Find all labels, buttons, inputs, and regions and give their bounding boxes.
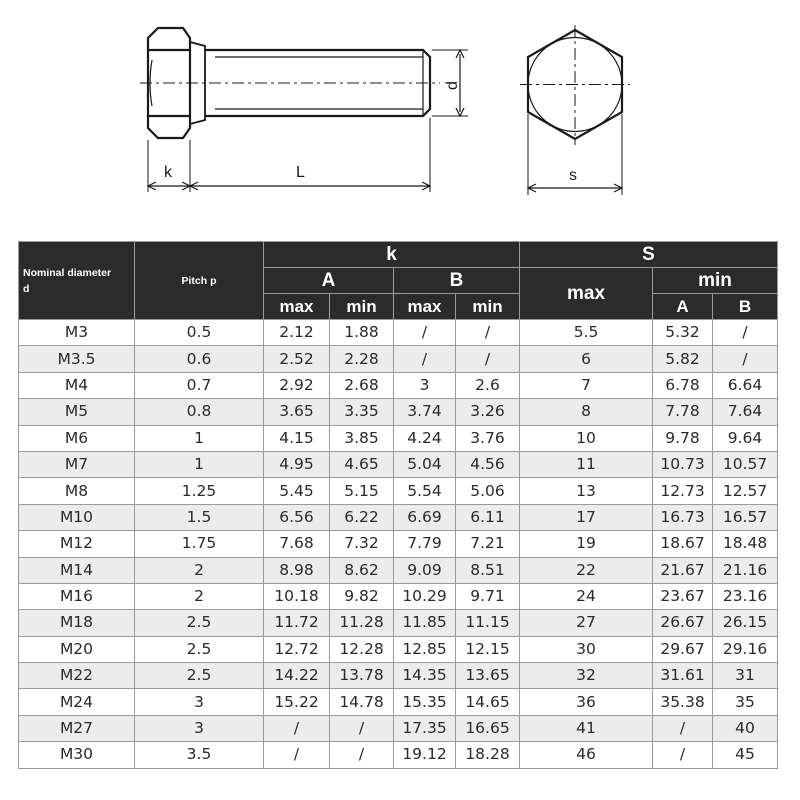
table-cell: 2.12 [264, 320, 330, 346]
s-min-a-header: A [653, 294, 713, 320]
table-cell: M30 [19, 742, 135, 768]
k-grade-b-header: B [394, 268, 520, 294]
table-row [19, 346, 778, 372]
table-cell: M16 [19, 583, 135, 609]
table-cell: 7.79 [394, 531, 456, 557]
table-cell: 2.28 [330, 346, 394, 372]
k-header: k [264, 242, 520, 268]
table-cell: / [653, 715, 713, 741]
table-cell: 21.16 [713, 557, 778, 583]
table-cell: 1 [135, 451, 264, 477]
table-cell: 7 [520, 372, 653, 398]
table-cell: 26.15 [713, 610, 778, 636]
table-cell: / [456, 320, 520, 346]
table-cell: 1.25 [135, 478, 264, 504]
table-cell: 2 [135, 557, 264, 583]
table-cell: M22 [19, 663, 135, 689]
table-cell: M18 [19, 610, 135, 636]
table-cell: 31 [713, 663, 778, 689]
table-cell: 36 [520, 689, 653, 715]
table-cell: 3.35 [330, 399, 394, 425]
table-cell: 4.65 [330, 451, 394, 477]
table-cell: 32 [520, 663, 653, 689]
table-cell: 12.15 [456, 636, 520, 662]
table-cell: / [330, 742, 394, 768]
table-cell: 5.5 [520, 320, 653, 346]
table-cell: 5.15 [330, 478, 394, 504]
table-cell: 7.78 [653, 399, 713, 425]
table-cell: 5.06 [456, 478, 520, 504]
table-cell: 5.32 [653, 320, 713, 346]
table-cell: 16.73 [653, 504, 713, 530]
table-cell: 11 [520, 451, 653, 477]
table-cell: 9.71 [456, 583, 520, 609]
table-cell: 27 [520, 610, 653, 636]
table-cell: M24 [19, 689, 135, 715]
table-row [19, 320, 778, 346]
table-cell: M14 [19, 557, 135, 583]
table-cell: 18.67 [653, 531, 713, 557]
table-cell: 1.88 [330, 320, 394, 346]
table-row [19, 663, 778, 689]
table-cell: 7.68 [264, 531, 330, 557]
table-cell: 13.65 [456, 663, 520, 689]
table-cell: 19.12 [394, 742, 456, 768]
table-cell: M4 [19, 372, 135, 398]
s-max-header: max [520, 268, 653, 320]
table-cell: 3.85 [330, 425, 394, 451]
table-cell: 7.64 [713, 399, 778, 425]
k-dimension-label: k [164, 164, 172, 181]
table-cell: 15.22 [264, 689, 330, 715]
table-cell: 5.54 [394, 478, 456, 504]
table-row [19, 557, 778, 583]
table-cell: 0.7 [135, 372, 264, 398]
table-cell: 2.5 [135, 636, 264, 662]
table-cell: 16.57 [713, 504, 778, 530]
table-cell: 5.82 [653, 346, 713, 372]
table-cell: 7.32 [330, 531, 394, 557]
table-cell: 11.15 [456, 610, 520, 636]
table-row [19, 610, 778, 636]
table-cell: 10.73 [653, 451, 713, 477]
table-cell: 3 [135, 689, 264, 715]
table-cell: 0.8 [135, 399, 264, 425]
table-cell: 12.72 [264, 636, 330, 662]
s-header: S [520, 242, 778, 268]
table-cell: 12.57 [713, 478, 778, 504]
table-cell: 4.56 [456, 451, 520, 477]
table-cell: M3.5 [19, 346, 135, 372]
table-cell: M10 [19, 504, 135, 530]
table-cell: 13 [520, 478, 653, 504]
table-cell: / [264, 715, 330, 741]
table-cell: 15.35 [394, 689, 456, 715]
table-cell: 6.69 [394, 504, 456, 530]
bolt-dimension-table [18, 241, 778, 769]
table-cell: 6.22 [330, 504, 394, 530]
table-cell: M5 [19, 399, 135, 425]
table-row [19, 742, 778, 768]
table-cell: 5.45 [264, 478, 330, 504]
table-cell: 22 [520, 557, 653, 583]
table-cell: 16.65 [456, 715, 520, 741]
table-cell: 3 [135, 715, 264, 741]
table-row [19, 425, 778, 451]
table-cell: 41 [520, 715, 653, 741]
nominal-diameter-header: Nominal diameter d [19, 242, 135, 320]
table-cell: 6 [520, 346, 653, 372]
table-cell: 21.67 [653, 557, 713, 583]
table-cell: 24 [520, 583, 653, 609]
table-cell: 2.68 [330, 372, 394, 398]
table-cell: 17 [520, 504, 653, 530]
table-row [19, 636, 778, 662]
d-dimension-label: d [444, 81, 461, 90]
s-min-header: min [653, 268, 778, 294]
table-cell: / [456, 346, 520, 372]
L-dimension-label: L [296, 164, 305, 181]
table-cell: 3.76 [456, 425, 520, 451]
table-cell: 6.64 [713, 372, 778, 398]
table-cell: 1.75 [135, 531, 264, 557]
table-cell: / [713, 346, 778, 372]
table-row [19, 689, 778, 715]
table-row [19, 715, 778, 741]
table-cell: 18.48 [713, 531, 778, 557]
table-cell: 45 [713, 742, 778, 768]
table-cell: M12 [19, 531, 135, 557]
table-body [19, 320, 778, 769]
table-cell: M3 [19, 320, 135, 346]
table-cell: 35.38 [653, 689, 713, 715]
table-cell: 14.78 [330, 689, 394, 715]
table-cell: 8 [520, 399, 653, 425]
table-cell: 3 [394, 372, 456, 398]
table-cell: 14.35 [394, 663, 456, 689]
table-cell: 10 [520, 425, 653, 451]
table-cell: / [330, 715, 394, 741]
table-cell: / [653, 742, 713, 768]
k-a-min-header: min [330, 294, 394, 320]
table-cell: 17.35 [394, 715, 456, 741]
table-cell: 0.5 [135, 320, 264, 346]
table-cell: M20 [19, 636, 135, 662]
table-row [19, 399, 778, 425]
table-cell: 31.61 [653, 663, 713, 689]
table-cell: 3.65 [264, 399, 330, 425]
table-cell: 2 [135, 583, 264, 609]
table-cell: 46 [520, 742, 653, 768]
table-cell: 6.78 [653, 372, 713, 398]
table-cell: 6.11 [456, 504, 520, 530]
table-cell: 26.67 [653, 610, 713, 636]
k-b-max-header: max [394, 294, 456, 320]
table-cell: 9.78 [653, 425, 713, 451]
table-cell: 35 [713, 689, 778, 715]
table-cell: 23.67 [653, 583, 713, 609]
table-cell: 23.16 [713, 583, 778, 609]
table-cell: 19 [520, 531, 653, 557]
table-cell: 12.85 [394, 636, 456, 662]
table-cell: M27 [19, 715, 135, 741]
k-b-min-header: min [456, 294, 520, 320]
table-cell: 9.09 [394, 557, 456, 583]
table-cell: 9.82 [330, 583, 394, 609]
k-a-max-header: max [264, 294, 330, 320]
table-cell: 14.65 [456, 689, 520, 715]
table-cell: 13.78 [330, 663, 394, 689]
table-cell: 14.22 [264, 663, 330, 689]
table-cell: 11.72 [264, 610, 330, 636]
k-grade-a-header: A [264, 268, 394, 294]
table-cell: 40 [713, 715, 778, 741]
table-row [19, 504, 778, 530]
table-cell: / [394, 346, 456, 372]
table-cell: 29.16 [713, 636, 778, 662]
table-cell: 7.21 [456, 531, 520, 557]
table-row [19, 531, 778, 557]
pitch-header: Pitch p [135, 242, 264, 320]
table-cell: 2.52 [264, 346, 330, 372]
table-cell: 2.5 [135, 610, 264, 636]
table-row [19, 478, 778, 504]
s-dimension-label: s [569, 167, 577, 184]
table-cell: 18.28 [456, 742, 520, 768]
table-cell: 1 [135, 425, 264, 451]
table-cell: 12.28 [330, 636, 394, 662]
table-cell: 2.5 [135, 663, 264, 689]
table-cell: 3.74 [394, 399, 456, 425]
table-cell: / [713, 320, 778, 346]
table-cell: M8 [19, 478, 135, 504]
table-cell: 11.28 [330, 610, 394, 636]
table-cell: 3.5 [135, 742, 264, 768]
table-cell: / [264, 742, 330, 768]
table-cell: 2.92 [264, 372, 330, 398]
table-cell: / [394, 320, 456, 346]
table-row [19, 372, 778, 398]
table-cell: 6.56 [264, 504, 330, 530]
table-cell: M7 [19, 451, 135, 477]
table-cell: 0.6 [135, 346, 264, 372]
table-cell: 10.57 [713, 451, 778, 477]
table-cell: 4.15 [264, 425, 330, 451]
table-cell: 9.64 [713, 425, 778, 451]
table-cell: 4.24 [394, 425, 456, 451]
table-cell: 10.18 [264, 583, 330, 609]
table-cell: 1.5 [135, 504, 264, 530]
table-cell: 3.26 [456, 399, 520, 425]
table-cell: 4.95 [264, 451, 330, 477]
table-cell: 12.73 [653, 478, 713, 504]
table-cell: 2.6 [456, 372, 520, 398]
table-cell: 29.67 [653, 636, 713, 662]
table-cell: 10.29 [394, 583, 456, 609]
table-cell: 11.85 [394, 610, 456, 636]
table-cell: 8.98 [264, 557, 330, 583]
table-cell: 8.51 [456, 557, 520, 583]
s-min-b-header: B [713, 294, 778, 320]
table-cell: 8.62 [330, 557, 394, 583]
bolt-technical-drawing [0, 0, 800, 230]
table-cell: 30 [520, 636, 653, 662]
table-cell: 5.04 [394, 451, 456, 477]
table-row [19, 583, 778, 609]
table-cell: M6 [19, 425, 135, 451]
table-row [19, 451, 778, 477]
